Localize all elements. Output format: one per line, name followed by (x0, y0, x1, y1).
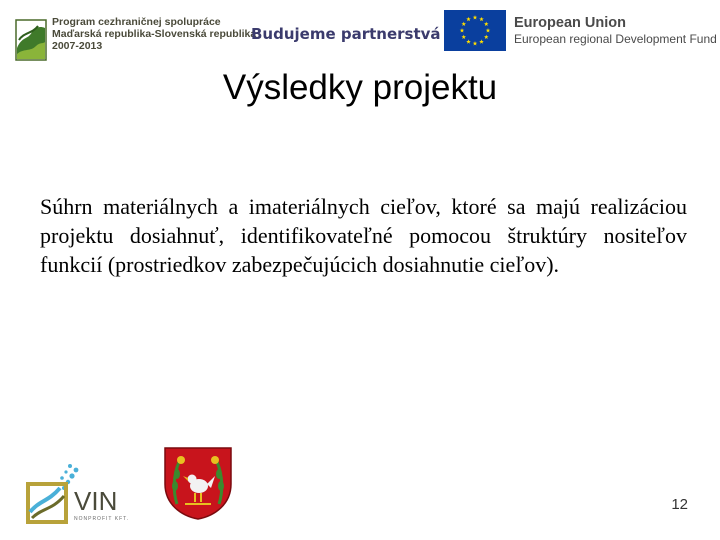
program-line: 2007-2013 (52, 40, 103, 52)
slide-title-wrapper (0, 68, 720, 108)
program-name (52, 16, 256, 52)
page-number: 12 (671, 496, 688, 513)
vin-logo-text: VIN (74, 486, 118, 516)
program-logo-icon (14, 18, 48, 62)
eu-title: European Union (514, 15, 626, 31)
eu-flag-icon (444, 10, 506, 51)
vin-logo-subtext: NONPROFIT KFT. (74, 516, 130, 522)
slogan: Budujeme partnerstvá (251, 25, 441, 43)
program-line: Program cezhraničnej spolupráce (52, 16, 221, 28)
slide-title: Výsledky projektu (222, 68, 498, 107)
program-line: Maďarská republika-Slovenská republika (52, 28, 257, 40)
slide-body-text: Súhrn materiálnych a imateriálnych cieľov, ktoré sa majú realizáciou projektu dosiahnuť, identifikovateľné pomocou štruktúry nositeľov funkcií (prostriedkov zabezpečujúcich dosiahnutie cieľov). (40, 194, 687, 277)
vin-logo-icon (26, 462, 144, 524)
eu-subtitle: European regional Development Fund (514, 32, 717, 46)
eu-label (514, 14, 717, 47)
coat-of-arms-icon (163, 446, 233, 520)
